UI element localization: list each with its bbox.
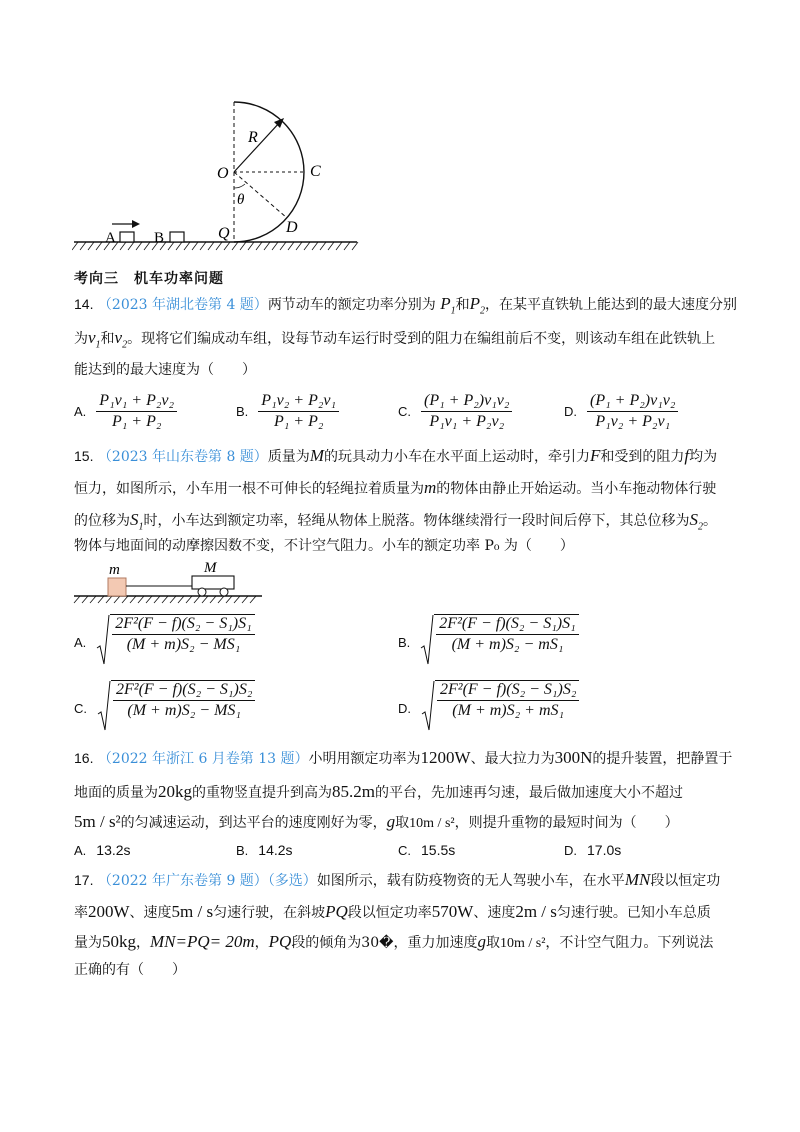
option-label: D. (564, 404, 577, 419)
q17-v2: 2m / s (515, 902, 557, 921)
option-numerator: P₁v₁ + P₂v₂ (96, 392, 177, 412)
q17-line2 (74, 902, 711, 923)
sqrt-icon (96, 614, 110, 670)
option-numerator: 2F²(F − f)(S₂ − S₁)S₂ (113, 681, 255, 701)
label-C: C (310, 163, 321, 180)
q17-l3b: ， (136, 935, 150, 951)
q17-line3 (74, 932, 713, 954)
q16-l2c: 的平台，先加速再匀速，最后做加速度大小不超过 (374, 785, 683, 801)
q16-mass: 20kg (158, 782, 192, 801)
option-label: C. (74, 700, 87, 716)
q16-l1b: 、最大拉力为 (470, 751, 555, 767)
q15-option-c[interactable] (74, 680, 255, 736)
q14-line2: 为$v_1$和$v_2$。现将它们编成动车组，设每节动车运行时受到的阻力在编组前后不变，则该动车组在此铁轨上 (74, 328, 716, 351)
q14-line1: 14. （2023 年湖北卷第 4 题）两节动车的额定功率分别为 $P_1$和$P_2$，在某平直铁轨上能达到的最大速度分别 (74, 294, 738, 317)
q14-line3: 能达到的最大速度为（ ） (74, 362, 256, 378)
q16-l2a: 地面的质量为 (74, 785, 158, 801)
option-label: A. (74, 404, 87, 419)
label-theta: θ (237, 192, 245, 208)
option-numerator: 2F²(F − f)(S₂ − S₁)S₂ (437, 681, 579, 701)
q17-line4: 正确的有（ ） (74, 962, 186, 978)
label-Q: Q (218, 225, 230, 242)
q16-source: （2022 年浙江 6 月卷第 13 题） (97, 751, 309, 767)
q17-source: （2022 年广东卷第 9 题） (97, 873, 268, 889)
q15-line3: 的位移为$S_1$时，小车达到额定功率，轻绳从物体上脱落。物体继续滑行一段时间后停下，其总位移为$S_2$。 (74, 510, 717, 533)
q16-option-d[interactable] (564, 842, 621, 858)
q17-l3d: 段的倾角为30�，重力加速度 (291, 935, 478, 951)
q16-line1 (74, 748, 732, 769)
option-label: A. (74, 842, 87, 858)
q15-l1b: 的玩具动力小车在水平面上运动时，牵引力 (323, 449, 590, 465)
q15-source: （2023 年山东卷第 8 题） (97, 449, 268, 465)
q14-text: 两节动车的额定功率分别为 (267, 297, 436, 313)
option-denominator: (M + m)S₂ − mS₁ (451, 636, 564, 653)
label-O: O (217, 165, 229, 182)
section-title: 考向三 机车功率问题 (74, 271, 224, 287)
q15-l1c: 和受到的阻力 (600, 449, 685, 465)
q17-m: 50kg (102, 932, 136, 951)
q14-option-c[interactable] (398, 392, 512, 431)
option-text: 17.0s (587, 842, 622, 858)
sqrt-icon (420, 614, 434, 670)
q16-l3c: ，则提升重物的最短时间为（ ） (454, 815, 679, 831)
q17-number: 17. (74, 872, 94, 888)
q17-pq: PQ (325, 902, 348, 921)
q15-l3b: 时，小车达到额定功率，轻绳从物体上脱落。物体继续滑行一段时间后停下，其总位移为 (143, 513, 690, 529)
q15-option-a[interactable] (74, 614, 255, 670)
q14-source: （2023 年湖北卷第 4 题） (97, 297, 268, 313)
q16-l3a: 的匀减速运动，到达平台的速度刚好为零， (120, 815, 387, 831)
q16-option-b[interactable] (236, 842, 293, 858)
q17-eq: MN=PQ= 20m (150, 932, 255, 951)
q15-line1: 15. （2023 年山东卷第 8 题）质量为M的玩具动力小车在水平面上运动时，牵引力F和受到的阻力f均为 (74, 446, 718, 465)
semicircle-track-figure (72, 92, 362, 260)
q15-option-d[interactable] (398, 680, 579, 736)
q17-l3e: 取 (485, 935, 500, 951)
option-text: 14.2s (258, 842, 293, 858)
q17-l3c: ， (254, 935, 269, 951)
q14-option-d[interactable] (564, 392, 678, 431)
q17-l2f: 匀速行驶。已知小车总质 (556, 905, 711, 921)
q16-option-c[interactable] (398, 842, 455, 858)
q16-line3 (74, 812, 679, 834)
option-label: B. (398, 634, 411, 650)
q15-line2: 恒力，如图所示，小车用一根不可伸长的轻绳拉着质量为m的物体由静止开始运动。当小车拖动物体行驶 (74, 478, 717, 497)
sqrt-icon (421, 680, 435, 736)
label-A: A (105, 230, 116, 246)
q17-l3a: 量为 (74, 935, 102, 951)
cart-block-figure (72, 558, 272, 608)
label-M: M (204, 560, 217, 576)
q16-l1c: 的提升装置，把静置于 (592, 751, 733, 767)
option-label: B. (236, 404, 249, 419)
q17-l2b: 、速度 (129, 905, 172, 921)
option-numerator: 2F²(F − f)(S₂ − S₁)S₁ (112, 615, 254, 635)
q17-gval: 10m / s² (499, 936, 546, 951)
q17-line1 (74, 870, 720, 891)
q17-l1b: 段以恒定功 (650, 873, 721, 889)
label-B: B (154, 230, 165, 246)
option-label: D. (564, 842, 577, 858)
q17-p2: 570W (431, 902, 474, 921)
q16-line2 (74, 782, 683, 803)
q15-l1a: 质量为 (267, 449, 310, 465)
q16-g: g (386, 812, 396, 831)
q17-l1a: 如图所示，载有防疫物资的无人驾驶小车，在水平 (316, 873, 625, 889)
q17-l2e: 、速度 (473, 905, 516, 921)
q15-l3c: 。 (703, 513, 717, 529)
q14-and: 和 (455, 297, 470, 313)
option-numerator: 2F²(F − f)(S₂ − S₁)S₁ (436, 615, 578, 635)
q17-multi: （多选） (267, 873, 317, 889)
q17-l3f: ，不计空气阻力。下列说法 (545, 935, 714, 951)
q17-l2c: 匀速行驶，在斜坡 (213, 905, 326, 921)
q17-v1: 5m / s (171, 902, 214, 921)
q16-gval: 10m / s² (409, 816, 455, 831)
option-label: B. (236, 842, 249, 858)
q16-option-a[interactable] (74, 842, 131, 858)
option-denominator: P₁v₂ + P₂v₁ (595, 413, 671, 430)
q16-l3b: 取 (395, 815, 410, 831)
q14-number: 14. (74, 296, 94, 312)
q17-l2a: 率 (74, 905, 88, 921)
q16-force: 300N (554, 748, 593, 767)
option-numerator: (P₁ + P₂)v₁v₂ (587, 392, 678, 412)
q15-l3a: 的位移为 (74, 513, 130, 529)
q14-l2-prefix: 为 (74, 331, 88, 347)
q15-l2b: 的物体由静止开始运动。当小车拖动物体行驶 (436, 481, 717, 497)
q16-power: 1200W (420, 748, 471, 767)
option-numerator: P₁v₂ + P₂v₁ (258, 392, 339, 412)
option-label: A. (74, 634, 87, 650)
q17-p1: 200W (88, 902, 130, 921)
q17-mn: MN (624, 870, 651, 889)
label-R: R (248, 129, 258, 146)
option-label: C. (398, 404, 411, 419)
q14-l2-and: 和 (100, 331, 115, 347)
q15-option-b[interactable] (398, 614, 579, 670)
option-denominator: P₁ + P₂ (111, 413, 162, 430)
q17-l2d: 段以恒定功率 (347, 905, 432, 921)
q15-number: 15. (74, 448, 94, 464)
q16-accel: 5m / s² (74, 812, 121, 831)
option-numerator: (P₁ + P₂)v₁v₂ (421, 392, 512, 412)
option-denominator: P₁v₁ + P₂v₂ (429, 413, 505, 430)
option-text: 15.5s (421, 842, 456, 858)
option-denominator: (M + m)S₂ − MS₁ (126, 636, 241, 653)
option-denominator: (M + m)S₂ + mS₁ (452, 702, 565, 719)
label-m: m (109, 562, 120, 578)
q16-height: 85.2m (332, 782, 375, 801)
option-text: 13.2s (96, 842, 131, 858)
q16-l2b: 的重物竖直提升到高为 (192, 785, 332, 801)
q15-line4: 物体与地面间的动摩擦因数不变，不计空气阻力。小车的额定功率 P₀ 为（ ） (74, 538, 574, 554)
option-label: C. (398, 842, 411, 858)
q17-g: g (477, 932, 486, 951)
q16-l1a: 小明用额定功率为 (308, 751, 421, 767)
q14-option-b[interactable] (236, 392, 339, 431)
q16-number: 16. (74, 750, 94, 766)
q15-l1d: 均为 (689, 449, 718, 465)
q15-l2a: 恒力，如图所示，小车用一根不可伸长的轻绳拉着质量为 (74, 481, 424, 497)
q14-l2-tail: 。现将它们编成动车组，设每节动车运行时受到的阻力在编组前后不变，则该动车组在此铁轨上 (127, 331, 716, 347)
q14-tail: ，在某平直铁轨上能达到的最大速度分别 (485, 297, 738, 313)
q17-pq2: PQ (268, 932, 292, 951)
q14-option-a[interactable] (74, 392, 177, 431)
option-denominator: P₁ + P₂ (273, 413, 324, 430)
sqrt-icon (97, 680, 111, 736)
option-denominator: (M + m)S₂ − MS₁ (127, 702, 241, 719)
label-D: D (286, 219, 298, 236)
option-label: D. (398, 700, 411, 716)
